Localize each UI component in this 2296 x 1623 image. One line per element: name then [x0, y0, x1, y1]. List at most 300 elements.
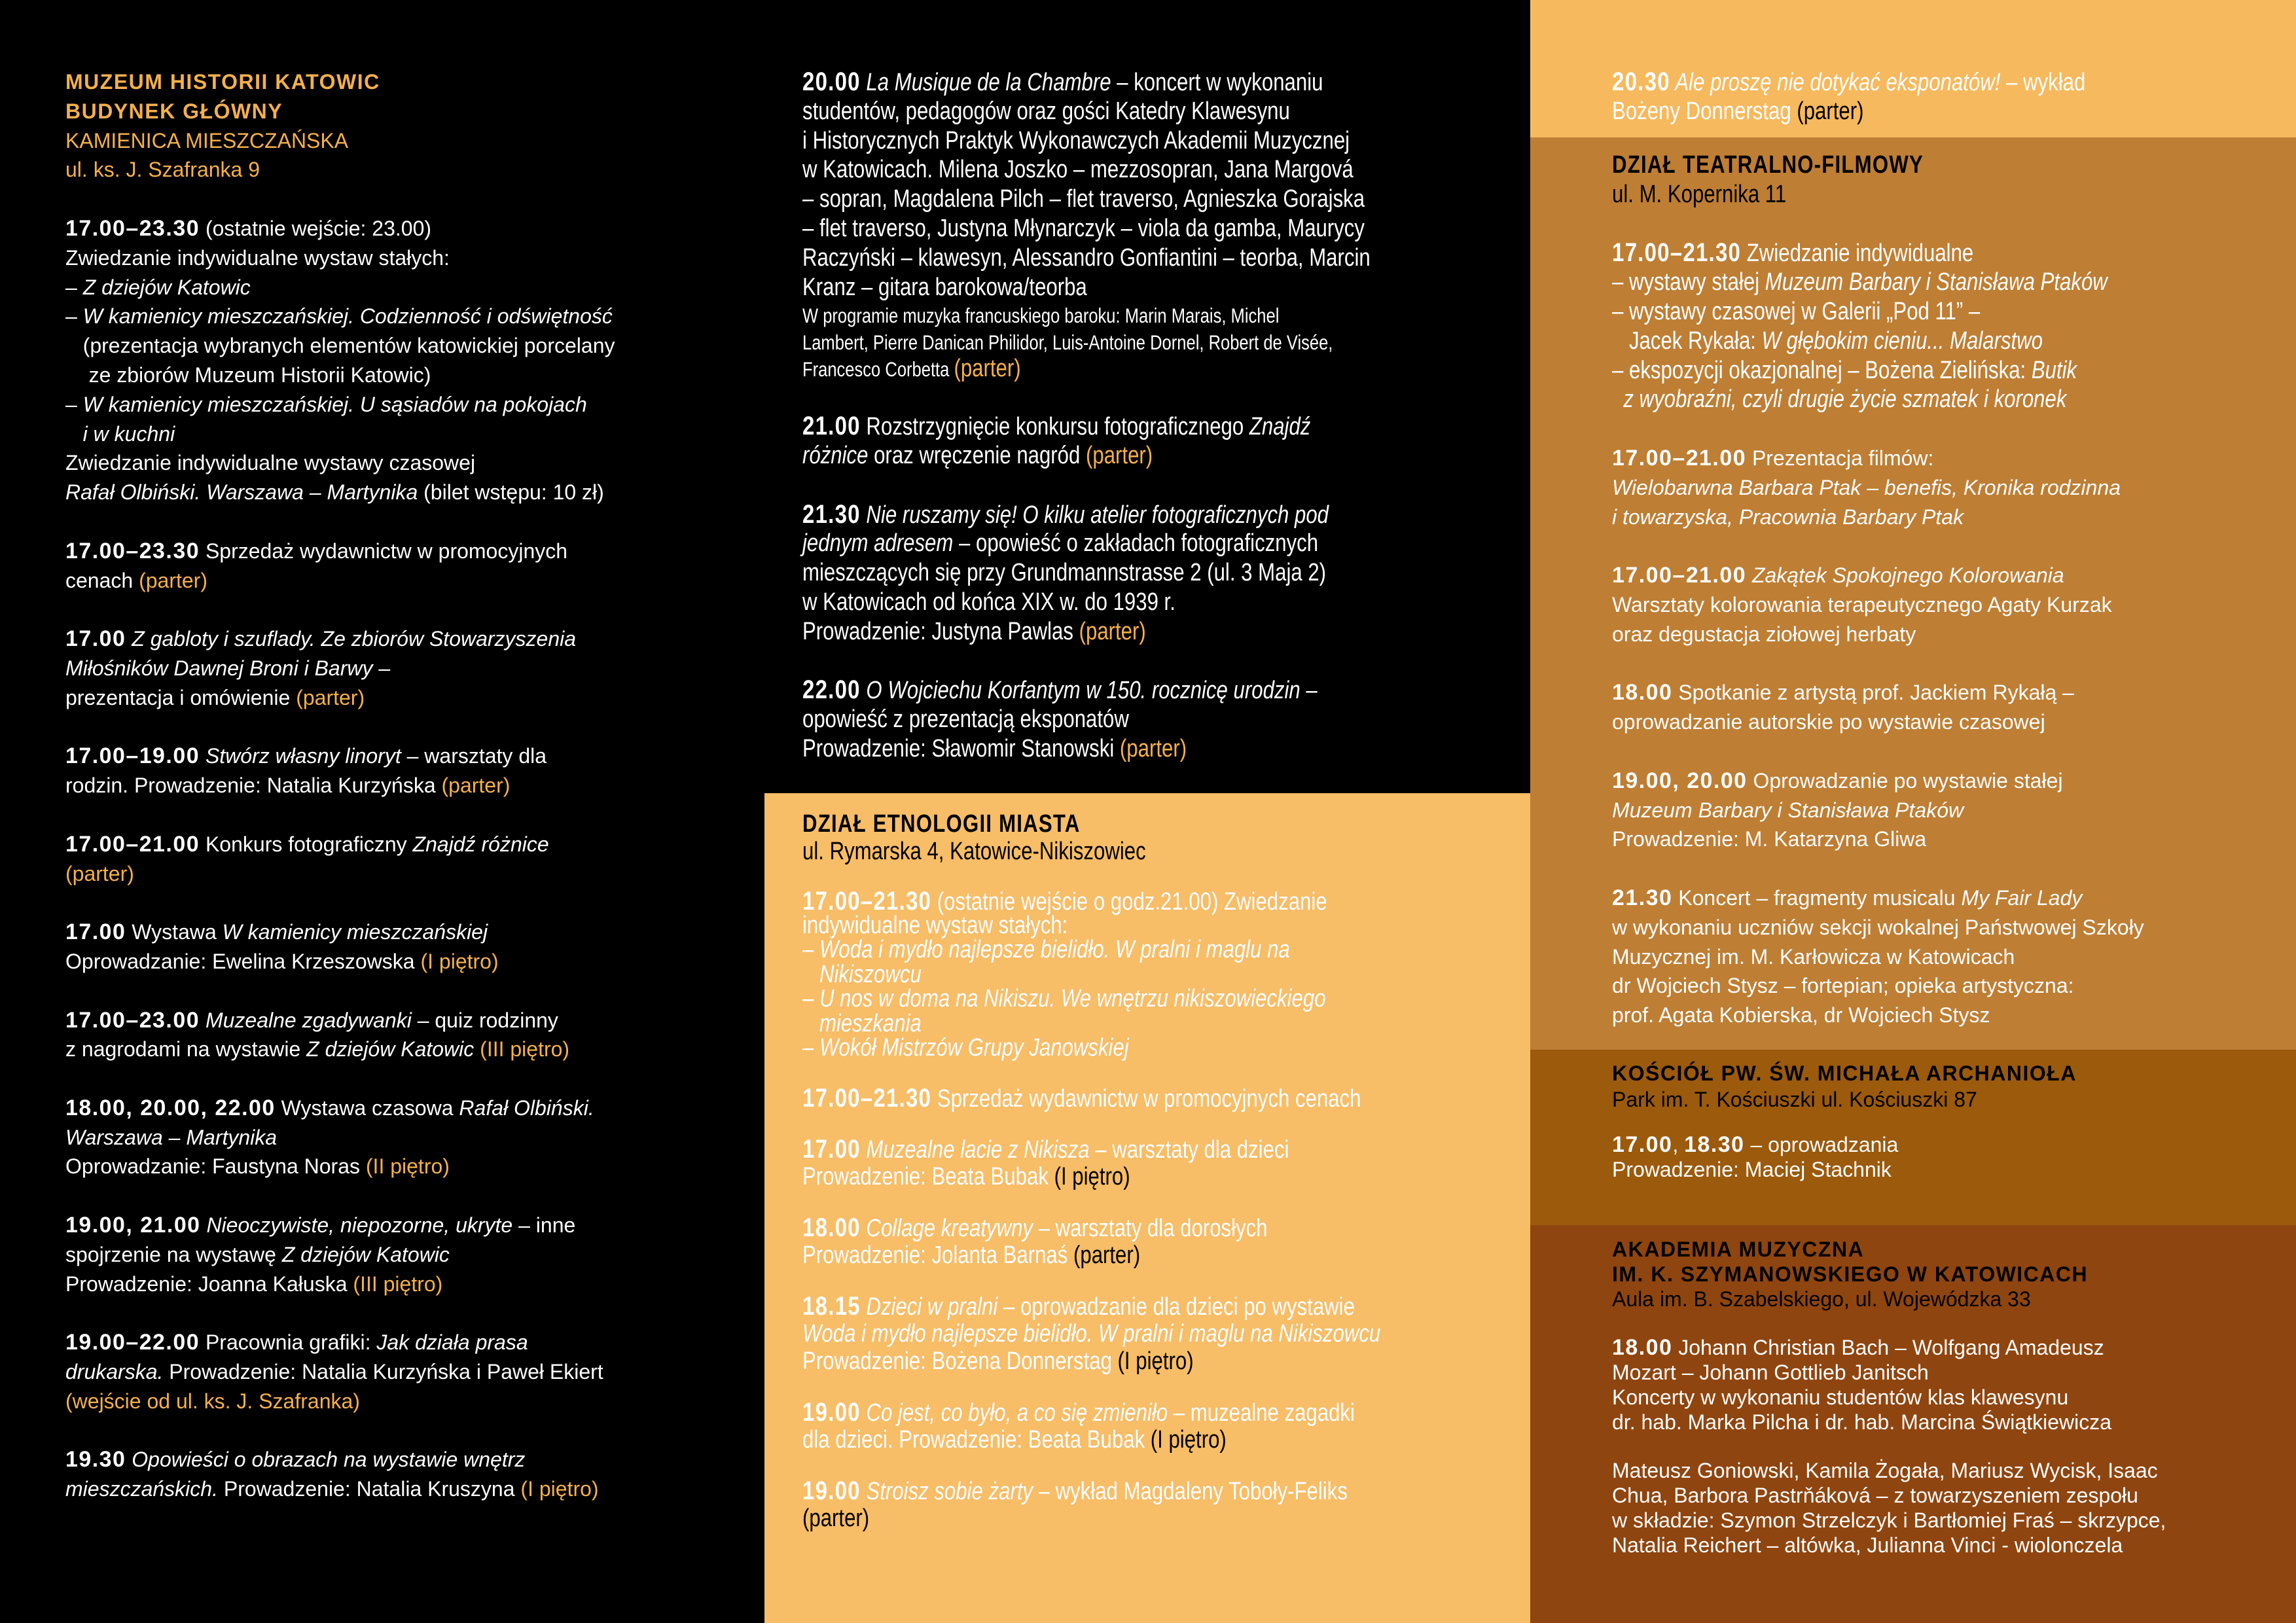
event-text: – wystawy stałej	[1612, 268, 1765, 296]
event-location: (parter)	[1119, 734, 1187, 762]
text-line	[65, 243, 615, 273]
event-title-text: Wokół Mistrzów Grupy Janowskiej	[819, 1034, 1129, 1061]
text-line	[1612, 678, 2216, 707]
event-text: Mozart – Johann Gottlieb Janitsch	[1612, 1361, 1929, 1384]
event-text: Bożeny Donnerstag	[1612, 97, 1797, 125]
event-block	[65, 1006, 615, 1065]
text-line	[1612, 1001, 2216, 1030]
event-block	[1612, 766, 2216, 854]
text-line	[65, 1006, 615, 1035]
text-line	[1612, 1157, 2077, 1182]
text-line	[802, 1036, 1380, 1061]
event-text: (bilet wstępu: 10 zł)	[418, 480, 604, 505]
event-title-text: Z dziejów Katowic	[82, 275, 251, 299]
text-line	[1612, 1360, 2166, 1385]
event-title-text: Stwórz własny linoryt	[200, 744, 401, 768]
text-line	[802, 273, 1371, 302]
text-line	[1612, 1335, 2166, 1360]
event-location: (III piętro)	[353, 1272, 443, 1296]
event-text: Koncert – fragmenty musicalu	[1672, 885, 1962, 910]
event-text: Sprzedaż wydawnictw w promocyjnych cenach	[931, 1084, 1361, 1113]
text-line	[65, 741, 615, 771]
venue-name: DZIAŁ TEATRALNO-FILMOWY	[1612, 151, 1924, 179]
text-line	[1612, 67, 2085, 97]
event-text: Zwiedzanie indywidualne wystawy czasowej	[65, 451, 476, 475]
event-location: (parter)	[1086, 441, 1153, 469]
event-text: Oprowadzanie: Ewelina Krzeszowska	[65, 949, 421, 973]
text-line	[1612, 707, 2216, 737]
event-text: – wykład	[2000, 69, 2086, 96]
event-text: ,	[1672, 1133, 1685, 1156]
event-text: – flet traverso, Justyna Młynarczyk – viola da gamba, Maurycy	[802, 214, 1365, 242]
text-line	[1612, 356, 2108, 385]
event-text: i Historycznych Praktyk Wykonawczych Akademii Muzycznej	[802, 126, 1350, 154]
event-text: Johann Christian Bach – Wolfgang Amadeusz	[1672, 1336, 2104, 1359]
text-line	[802, 1477, 1380, 1505]
event-text: (ostatnie wejście: 23.00)	[200, 216, 432, 240]
text-line	[802, 810, 1380, 838]
text-line	[65, 1152, 615, 1181]
event-location: (parter)	[954, 355, 1021, 383]
event-text: Prowadzenie: Bożena Donnerstag	[802, 1347, 1118, 1375]
event-title-text: W kamienicy mieszczańskiej. U sąsiadów na pokojach	[82, 392, 587, 416]
text-line	[65, 566, 615, 596]
event-block	[1612, 561, 2216, 649]
event-time: 21.00	[802, 411, 861, 441]
text-line	[802, 886, 1380, 916]
event-block	[802, 1135, 1507, 1190]
event-text: –	[802, 985, 819, 1012]
event-text: Jacek Rykała:	[1612, 327, 1762, 355]
event-title-text: Muzeum Barbary i Stanisława Ptaków	[1612, 798, 1964, 822]
event-text: – oprowadzanie dla dzieci po wystawie	[997, 1293, 1355, 1321]
text-line	[65, 1094, 615, 1123]
event-text: Prowadzenie: Sławomir Stanowski	[802, 734, 1120, 762]
event-text: – wystawy czasowej w Galerii „Pod 11” –	[1612, 297, 1981, 325]
text-line	[1612, 561, 2216, 590]
event-block	[1612, 1132, 2077, 1182]
event-block	[65, 918, 615, 976]
text-line	[802, 329, 1371, 355]
program-note-text: W programie muzyka francuskiego baroku: Marin Marais, Michel	[802, 304, 1280, 328]
event-text: Prowadzenie: M. Katarzyna Gliwa	[1612, 827, 1927, 851]
event-title-text: Z dziejów Katowic	[281, 1242, 450, 1266]
text-line	[1612, 385, 2108, 414]
event-time: 21.30	[802, 499, 861, 529]
text-line	[1612, 1508, 2166, 1533]
event-text: (ostatnie wejście o godz.21.00) Zwiedzanie	[931, 888, 1327, 916]
event-title-text: Muzealne zgadywanki	[200, 1008, 412, 1032]
text-line	[802, 1399, 1380, 1426]
event-block	[1612, 444, 2216, 531]
text-line	[1612, 327, 2108, 356]
event-title-text: W głębokim cieniu... Malarstwo	[1761, 327, 2043, 355]
text-line	[1612, 590, 2216, 620]
event-text: (prezentacja wybranych elementów katowickiej porcelany	[65, 334, 615, 358]
event-text: dr Wojciech Stysz – fortepian; opieka artystyczna:	[1612, 974, 2074, 998]
event-time: 22.00	[802, 675, 861, 705]
event-time: 18.00	[802, 1212, 861, 1242]
text-line	[1612, 1458, 2166, 1483]
event-text: – opowieść o zakładach fotograficznych	[953, 529, 1319, 558]
venue-header	[802, 810, 1507, 865]
event-text: Wystawa	[126, 920, 223, 944]
panel-akademia-muzyczna	[1530, 1225, 2296, 1623]
event-text: – ekspozycji okazjonalnej – Bożena Zielińska:	[1612, 356, 2032, 384]
event-block	[65, 537, 615, 596]
text-line	[802, 1320, 1380, 1347]
event-text: – oprowadzania	[1744, 1133, 1899, 1156]
event-text: Spotkanie z artystą prof. Jackiem Rykałą –	[1672, 681, 2074, 705]
text-line	[1612, 766, 2216, 796]
event-title-text: i towarzyska, Pracownia Barbary Ptak	[1612, 505, 1964, 529]
event-time: 18.00	[1612, 1335, 1673, 1360]
venue-name: IM. K. SZYMANOWSKIEGO W KATOWICACH	[1612, 1262, 2089, 1286]
event-time: 19.00, 21.00	[65, 1213, 201, 1238]
event-text: Prowadzenie: Jolanta Barnaś	[802, 1241, 1073, 1269]
venue-header	[1612, 151, 2216, 209]
text-line	[802, 938, 1380, 963]
text-line	[802, 243, 1371, 273]
event-time: 17.00–23.00	[65, 1007, 200, 1033]
event-text: – muzealne zagadki	[1168, 1399, 1355, 1427]
event-title-text: Zakątek Spokojnego Kolorowania	[1746, 563, 2064, 588]
event-block	[802, 500, 1495, 647]
event-location: (parter)	[441, 774, 511, 798]
text-line	[802, 1241, 1380, 1269]
event-time: 21.30	[1612, 885, 1673, 910]
event-time: 18.15	[802, 1291, 861, 1321]
text-line	[65, 947, 615, 976]
event-title-text: Woda i mydło najlepsze bielidło. W pralni i maglu na	[819, 936, 1290, 963]
event-title-text: Z dziejów Katowic	[306, 1037, 475, 1061]
event-text: Muzycznej im. M. Karłowicza w Katowicach	[1612, 944, 2015, 969]
text-line	[65, 1328, 615, 1357]
event-text: Prowadzenie: Joanna Kałuska	[65, 1272, 353, 1296]
event-time: 17.00–23.30	[65, 538, 200, 563]
text-line	[802, 705, 1371, 734]
event-block	[65, 741, 615, 800]
event-time: 19.00, 20.00	[1612, 768, 1748, 793]
text-line	[1612, 97, 2085, 126]
event-block	[802, 1084, 1507, 1112]
event-text: w Katowicach od końca XIX w. do 1939 r.	[802, 588, 1175, 616]
text-line	[1612, 1483, 2166, 1508]
panel-content	[1612, 1237, 2166, 1558]
event-text: prezentacja i omówienie	[65, 685, 296, 709]
event-title-text: mieszczańskich.	[65, 1477, 218, 1501]
event-text: –	[802, 1034, 819, 1061]
event-block	[1612, 883, 2216, 1030]
event-block	[65, 1328, 615, 1416]
event-text: Natalia Reichert – altówka, Julianna Vinci - wiolonczela	[1612, 1533, 2123, 1557]
text-line	[65, 859, 615, 889]
event-block	[65, 1211, 615, 1298]
event-title-text: Warszawa – Martynika	[65, 1125, 278, 1149]
event-block	[65, 830, 615, 889]
text-line	[802, 1214, 1380, 1241]
text-line	[1612, 268, 2108, 297]
event-title-text: Miłośników Dawnej Broni i Barwy	[65, 656, 373, 680]
text-line	[1612, 1237, 2166, 1262]
event-title-text: z wyobraźni, czyli drugie życie szmatek i koronek	[1612, 385, 2067, 414]
event-location: (parter)	[296, 685, 365, 709]
event-text: Prowadzenie: Maciej Stachnik	[1612, 1158, 1892, 1181]
event-block	[1612, 678, 2216, 737]
text-line	[65, 537, 615, 566]
text-line	[65, 155, 615, 185]
event-title-text: Nikiszowcu	[802, 960, 922, 988]
text-line	[1612, 1086, 2077, 1113]
event-time: 18.00	[1612, 680, 1673, 705]
event-time: 17.00	[65, 919, 126, 945]
venue-header	[65, 67, 615, 185]
panel-muzeum-budynek-glowny	[0, 0, 764, 1623]
event-title-text: Rafał Olbiński. Warszawa – Martynika	[65, 480, 418, 505]
event-text: Prowadzenie: Natalia Kurzyńska i Paweł Ekiert	[163, 1360, 603, 1384]
event-time: 17.00–21.30	[1612, 238, 1742, 268]
venue-header	[1612, 1237, 2166, 1311]
text-line	[802, 911, 1380, 939]
event-text: –	[65, 275, 83, 299]
text-line	[802, 529, 1371, 558]
event-text: Chua, Barbora Pastrňáková – z towarzyszeniem zespołu	[1612, 1484, 2138, 1507]
venue-header	[1612, 1060, 2077, 1113]
text-line	[802, 838, 1380, 865]
text-line	[802, 1135, 1380, 1163]
text-line	[1612, 825, 2216, 854]
event-location: (parter)	[1079, 617, 1146, 645]
event-text: Kranz – gitara barokowa/teorba	[802, 273, 1087, 301]
venue-name: DZIAŁ ETNOLOGII MIASTA	[802, 810, 1081, 838]
text-line	[1612, 180, 2108, 209]
event-text: Oprowadzanie: Faustyna Noras	[65, 1154, 366, 1179]
text-line	[1612, 151, 2108, 180]
text-line	[802, 155, 1371, 185]
event-text: w Katowicach. Milena Joszko – mezzosopran, Jana Margová	[802, 156, 1354, 184]
venue-name: MUZEUM HISTORII KATOWIC	[65, 70, 380, 94]
program-note-text: Francesco Corbetta	[802, 358, 954, 382]
event-title-text: Muzealne lacie z Nikisza	[860, 1135, 1090, 1164]
event-location: (parter)	[65, 861, 134, 885]
text-line	[65, 419, 615, 449]
text-line	[802, 987, 1380, 1012]
event-title-text: Co jest, co było, a co się zmieniło	[860, 1399, 1168, 1427]
event-text: z nagrodami na wystawie	[65, 1037, 307, 1061]
event-location: (parter)	[139, 568, 207, 592]
text-line	[802, 412, 1371, 441]
text-line	[1612, 1262, 2166, 1287]
event-time: 17.00–21.00	[1612, 445, 1747, 471]
venue-name: KOŚCIÓŁ PW. ŚW. MICHAŁA ARCHANIOŁA	[1612, 1061, 2077, 1085]
event-block	[1612, 67, 2189, 126]
panel-dzial-etnologii	[764, 793, 1530, 1623]
venue-name: BUDYNEK GŁÓWNY	[65, 99, 283, 123]
event-title-text: O Wojciechu Korfantym w 150. rocznicę urodzin	[860, 677, 1300, 705]
text-line	[65, 830, 615, 859]
event-block	[802, 1477, 1507, 1532]
event-time: 17.00–21.30	[802, 1082, 932, 1113]
event-block	[802, 675, 1495, 763]
text-line	[802, 1347, 1380, 1375]
text-line	[802, 441, 1371, 471]
event-text: Wystawa czasowa	[275, 1096, 459, 1120]
panel-lecture	[1530, 0, 2296, 137]
text-line	[1612, 942, 2216, 972]
event-location: (I piętro)	[420, 949, 499, 973]
event-title-text: Dzieci w pralni	[860, 1293, 998, 1321]
text-line	[1612, 796, 2216, 825]
text-line	[1612, 297, 2108, 327]
event-time: 17.00	[65, 626, 126, 652]
event-text: – quiz rodzinny	[411, 1008, 558, 1032]
event-location: (I piętro)	[1117, 1347, 1194, 1375]
event-title-text: Butik	[2031, 356, 2077, 384]
panel-kosciol	[1530, 1050, 2296, 1225]
text-line	[802, 588, 1371, 617]
text-line	[65, 361, 615, 390]
event-text: Prowadzenie: Natalia Kruszyna	[217, 1477, 521, 1501]
event-text: –	[802, 936, 819, 963]
event-block	[802, 886, 1507, 1061]
text-line	[65, 1357, 615, 1387]
event-title-text: Nie ruszamy się! O kilku atelier fotograficznych pod	[860, 501, 1329, 529]
text-line	[802, 185, 1371, 214]
event-time: 20.30	[1612, 67, 1670, 96]
event-title-text: drukarska.	[65, 1360, 164, 1384]
text-line	[65, 1240, 615, 1270]
event-title-text: My Fair Lady	[1961, 885, 2083, 910]
event-location: (I piętro)	[1054, 1162, 1130, 1190]
event-text: Raczyński – klawesyn, Alessandro Gonfiantini – teorba, Marcin	[802, 243, 1371, 272]
text-line	[802, 1293, 1380, 1320]
text-line	[1612, 444, 2216, 473]
panel-content	[65, 67, 615, 1504]
panel-evening-events	[764, 0, 1530, 793]
text-line	[802, 97, 1371, 126]
text-line	[65, 390, 615, 419]
text-line	[802, 500, 1371, 529]
event-title-text: Znajdź	[1249, 413, 1311, 441]
text-line	[802, 67, 1371, 97]
event-text: – sopran, Magdalena Pilch – flet traverso, Agnieszka Gorajska	[802, 185, 1365, 213]
panel-content	[802, 67, 1495, 764]
event-location: (parter)	[1797, 97, 1864, 125]
event-time: 19.30	[65, 1447, 126, 1472]
event-block	[65, 1094, 615, 1181]
event-text: opowieść z prezentacją eksponatów	[802, 705, 1129, 734]
text-line	[1612, 1060, 2077, 1086]
text-line	[65, 1123, 615, 1152]
event-text: Zwiedzanie indywidualne wystaw stałych:	[65, 245, 450, 270]
event-title-text: mieszkania	[802, 1009, 922, 1037]
text-line	[802, 617, 1371, 647]
event-text: –	[65, 304, 83, 329]
text-line	[1612, 1410, 2166, 1435]
text-line	[1612, 913, 2216, 942]
venue-address: Park im. T. Kościuszki ul. Kościuszki 87	[1612, 1088, 1977, 1111]
text-line	[1612, 620, 2216, 649]
text-line	[65, 771, 615, 800]
event-title-text: i w kuchni	[65, 421, 175, 446]
event-block	[65, 1445, 615, 1504]
event-text: Konkurs fotograficzny	[200, 832, 413, 856]
event-time: 18.30	[1684, 1132, 1745, 1157]
event-title-text: Z gabloty i szuflady. Ze zbiorów Stowarzyszenia	[126, 627, 577, 651]
event-text: Prowadzenie: Beata Bubak	[802, 1162, 1054, 1190]
event-title-text: U nos w doma na Nikiszu. We wnętrzu nikiszowieckiego	[819, 985, 1326, 1012]
text-line	[802, 734, 1371, 764]
text-line	[65, 654, 615, 683]
text-line	[65, 1387, 615, 1416]
text-line	[65, 67, 615, 97]
event-title-text: jednym adresem	[802, 529, 954, 558]
event-text: mieszczących się przy Grundmannstrasse 2 (ul. 3 Maja 2)	[802, 559, 1327, 587]
event-text: w składzie: Szymon Strzelczyk i Bartłomiej Fraś – skrzypce,	[1612, 1508, 2166, 1532]
text-line	[802, 960, 1380, 988]
event-text: studentów, pedagogów oraz gości Katedry Klawesynu	[802, 97, 1290, 125]
event-title-text: Opowieści o obrazach na wystawie wnętrz	[126, 1448, 526, 1472]
event-block	[802, 1399, 1507, 1454]
event-time: 17.00–21.30	[802, 886, 932, 916]
text-line	[65, 126, 615, 156]
text-line	[1612, 883, 2216, 913]
event-location: (I piętro)	[520, 1477, 599, 1501]
event-title-text: W kamienicy mieszczańskiej	[222, 920, 488, 944]
event-text: oraz degustacja ziołowej herbaty	[1612, 622, 1916, 646]
panel-content	[1612, 1060, 2077, 1182]
text-line	[1612, 503, 2216, 532]
event-block	[65, 214, 615, 507]
event-block	[1612, 238, 2216, 414]
event-text: Oprowadzanie po wystawie stałej	[1747, 768, 2063, 793]
text-line	[1612, 238, 2108, 268]
event-block	[65, 624, 615, 712]
event-block	[802, 1214, 1507, 1269]
event-title-text: Rafał Olbiński.	[459, 1096, 594, 1120]
text-line	[65, 1035, 615, 1064]
event-location: (parter)	[802, 1504, 870, 1532]
event-text: cenach	[65, 568, 139, 592]
event-location: (II piętro)	[365, 1154, 450, 1179]
event-title-text: Wielobarwna Barbara Ptak – benefis, Kronika rodzinna	[1612, 475, 2121, 499]
event-title-text: Ale proszę nie dotykać eksponatów!	[1670, 69, 2001, 96]
text-line	[1612, 971, 2216, 1001]
event-title-text: Znajdź różnice	[412, 832, 549, 856]
venue-name: AKADEMIA MUZYCZNA	[1612, 1238, 1865, 1261]
text-line	[1612, 1287, 2166, 1311]
panel-content	[1612, 151, 2216, 1030]
text-line	[802, 302, 1371, 329]
text-line	[65, 478, 615, 507]
text-line	[65, 624, 615, 654]
event-text: Prezentacja filmów:	[1746, 446, 1934, 470]
event-location: (parter)	[1073, 1241, 1141, 1269]
text-line	[65, 302, 615, 331]
text-line	[1612, 1533, 2166, 1558]
event-text: w wykonaniu uczniów sekcji wokalnej Państwowej Szkoły	[1612, 915, 2144, 939]
event-time: 17.00	[1612, 1132, 1673, 1157]
text-line	[65, 214, 615, 243]
event-text: Mateusz Goniowski, Kamila Żogała, Mariusz Wycisk, Isaac	[1612, 1459, 2158, 1482]
text-line	[1612, 1385, 2166, 1410]
event-text: rodzin. Prowadzenie: Natalia Kurzyńska	[65, 774, 442, 798]
event-time: 17.00–21.00	[1612, 563, 1747, 588]
venue-address: Aula im. B. Szabelskiego, ul. Wojewódzka 33	[1612, 1287, 2031, 1311]
event-title-text: W kamienicy mieszczańskiej. Codzienność i odświętność	[82, 304, 613, 329]
event-text: –	[65, 392, 83, 416]
event-text: Koncerty w wykonaniu studentów klas klawesynu	[1612, 1385, 2069, 1409]
